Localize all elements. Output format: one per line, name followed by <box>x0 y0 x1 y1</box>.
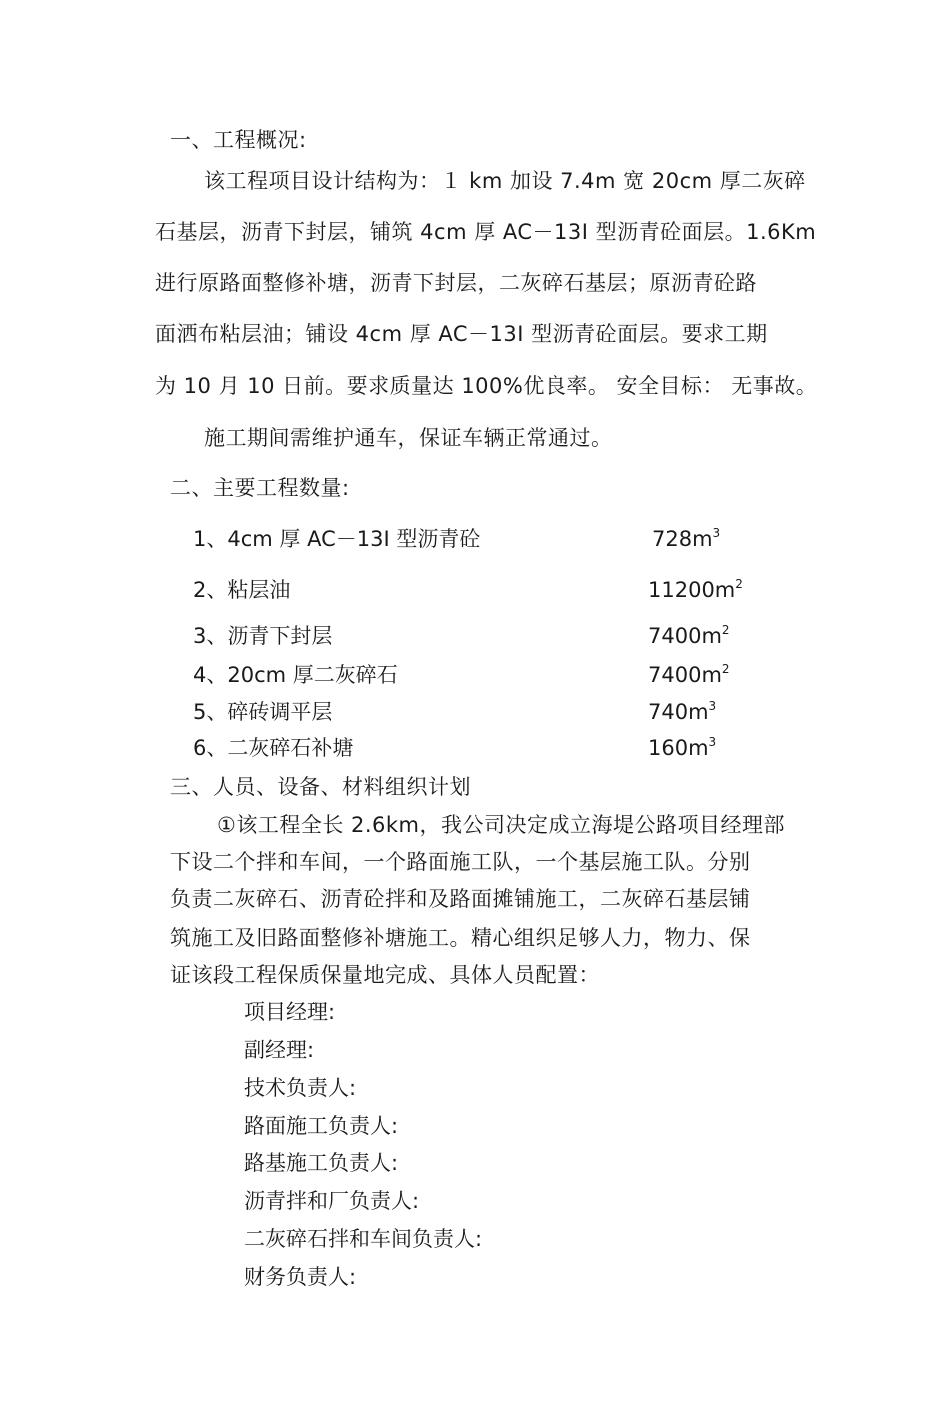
quantity-item-value: $11200m^2$ <box>648 577 743 602</box>
section-1-paragraph-2: 施工期间需维护通车，保证车辆正常通过。 <box>204 426 613 450</box>
quantity-item-value: $740m^3$ <box>648 699 717 724</box>
section-1-heading: 一、工程概况: <box>170 128 307 152</box>
section-3-paragraph-line: 下设二个拌和车间，一个路面施工队，一个基层施工队。分别 <box>170 850 751 874</box>
quantity-item-name: 2、粘层油 <box>193 578 291 602</box>
section-1-paragraph-line: 为 10 月 10 日前。要求质量达 100%优良率。 安全目标： 无事故。 <box>155 374 818 398</box>
section-3-paragraph-line: ①该工程全长 2.6km，我公司决定成立海堤公路项目经理部 <box>217 813 786 837</box>
section-3-paragraph-line: 负责二灰碎石、沥青砼拌和及路面摊铺施工，二灰碎石基层铺 <box>170 887 751 911</box>
quantity-item-value: $160m^3$ <box>648 735 717 760</box>
section-3-heading: 三、人员、设备、材料组织计划 <box>170 775 471 799</box>
section-3-paragraph-line: 筑施工及旧路面整修补塘施工。精心组织足够人力，物力、保 <box>170 926 751 950</box>
section-1-paragraph-line: 石基层，沥青下封层，铺筑 4cm 厚 AC－13I 型沥青砼面层。1.6Km <box>155 220 817 244</box>
section-3-paragraph-line: 证该段工程保质保量地完成、具体人员配置： <box>170 963 600 987</box>
section-1-paragraph-line: 该工程项目设计结构为：１ km 加设 7.4m 宽 20cm 厚二灰碎 <box>204 169 806 193</box>
quantity-item-name: 5、碎砖调平层 <box>193 700 333 724</box>
role-label: 副经理: <box>244 1038 315 1062</box>
section-1-paragraph-line: 进行原路面整修补塘，沥青下封层，二灰碎石基层；原沥青砼路 <box>155 271 757 295</box>
role-label: 技术负责人: <box>244 1076 357 1100</box>
role-label: 路面施工负责人: <box>244 1114 399 1138</box>
quantity-item-name: 1、4cm 厚 AC－13I 型沥青砼 <box>193 527 481 551</box>
quantity-item-value: $728m^3$ <box>652 526 721 551</box>
role-label: 沥青拌和厂负责人: <box>244 1189 420 1213</box>
section-1-paragraph-line: 面洒布粘层油；铺设 4cm 厚 AC－13I 型沥青砼面层。要求工期 <box>155 322 768 346</box>
role-label: 财务负责人: <box>244 1265 357 1289</box>
role-label: 路基施工负责人: <box>244 1151 399 1175</box>
role-label: 项目经理: <box>244 1000 336 1024</box>
quantity-item-name: 6、二灰碎石补塘 <box>193 736 354 760</box>
role-label: 二灰碎石拌和车间负责人: <box>244 1227 483 1251</box>
section-2-heading: 二、主要工程数量: <box>170 476 350 500</box>
quantity-item-value: $7400m^2$ <box>648 623 730 648</box>
quantity-item-value: $7400m^2$ <box>648 662 730 687</box>
quantity-item-name: 4、20cm 厚二灰碎石 <box>193 663 398 687</box>
quantity-item-name: 3、沥青下封层 <box>193 624 333 648</box>
